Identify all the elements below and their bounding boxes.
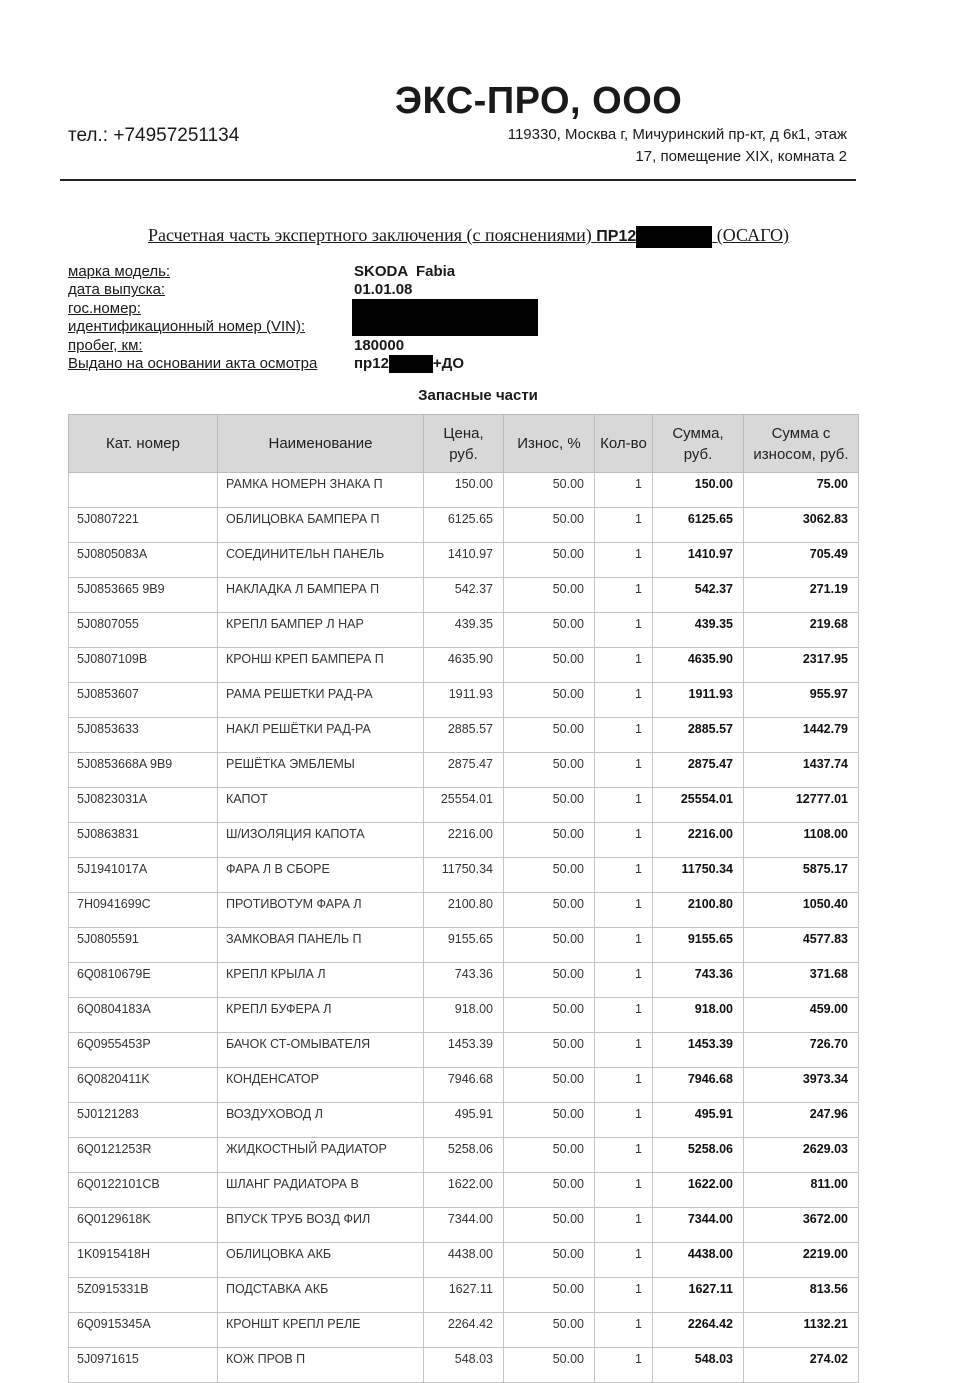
cell-qty: 1 <box>595 928 653 963</box>
cell-sum-wear: 1442.79 <box>744 718 859 753</box>
company-name: ЭКС-ПРО, ООО <box>395 80 683 122</box>
cell-qty: 1 <box>595 1068 653 1103</box>
cell-price: 2216.00 <box>424 823 504 858</box>
cell-name: КОНДЕНСАТОР <box>218 1068 424 1103</box>
table-row <box>69 718 859 753</box>
cell-price: 1453.39 <box>424 1033 504 1068</box>
date-label: дата выпуска: <box>68 281 166 299</box>
cell-name: НАКЛАДКА Л БАМПЕРА П <box>218 578 424 613</box>
cell-sum: 11750.34 <box>653 858 744 893</box>
cell-wear: 50.00 <box>504 1208 595 1243</box>
cell-qty: 1 <box>595 858 653 893</box>
section-title: Запасные части <box>418 387 538 404</box>
info-row-make <box>68 262 464 281</box>
cell-price: 548.03 <box>424 1348 504 1383</box>
table-row <box>69 823 859 858</box>
cell-price: 25554.01 <box>424 788 504 823</box>
cell-qty: 1 <box>595 753 653 788</box>
phone-number: тел.: +74957251134 <box>68 125 240 146</box>
cell-name: КОЖ ПРОВ П <box>218 1348 424 1383</box>
cell-cat-number: 6Q0810679E <box>69 963 218 998</box>
cell-sum-wear: 3062.83 <box>744 508 859 543</box>
cell-wear: 50.00 <box>504 613 595 648</box>
cell-price: 1627.11 <box>424 1278 504 1313</box>
title-text: Расчетная часть экспертного заключения (с пояснениями) <box>148 225 592 245</box>
cell-wear: 50.00 <box>504 998 595 1033</box>
cell-wear: 50.00 <box>504 1348 595 1383</box>
cell-sum: 150.00 <box>653 473 744 508</box>
table-row <box>69 648 859 683</box>
cell-qty: 1 <box>595 963 653 998</box>
table-row <box>69 1278 859 1313</box>
cell-sum-wear: 1108.00 <box>744 823 859 858</box>
cell-qty: 1 <box>595 613 653 648</box>
vin-label: идентификационный номер (VIN): <box>68 318 306 336</box>
cell-cat-number: 5J1941017A <box>69 858 218 893</box>
cell-wear: 50.00 <box>504 1278 595 1313</box>
cell-price: 2264.42 <box>424 1313 504 1348</box>
cell-name: РЕШЁТКА ЭМБЛЕМЫ <box>218 753 424 788</box>
table-row <box>69 753 859 788</box>
cell-name: КРОНШ КРЕП БАМПЕРА П <box>218 648 424 683</box>
cell-sum-wear: 371.68 <box>744 963 859 998</box>
cell-sum: 2100.80 <box>653 893 744 928</box>
cell-sum: 7946.68 <box>653 1068 744 1103</box>
cell-sum-wear: 3973.34 <box>744 1068 859 1103</box>
cell-name: ВОЗДУХОВОД Л <box>218 1103 424 1138</box>
cell-name: НАКЛ РЕШЁТКИ РАД-РА <box>218 718 424 753</box>
cell-sum-wear: 5875.17 <box>744 858 859 893</box>
cell-wear: 50.00 <box>504 1243 595 1278</box>
cell-cat-number: 5Z0915331B <box>69 1278 218 1313</box>
table-row <box>69 683 859 718</box>
cell-sum-wear: 219.68 <box>744 613 859 648</box>
cell-sum-wear: 12777.01 <box>744 788 859 823</box>
cell-name: СОЕДИНИТЕЛЬН ПАНЕЛЬ <box>218 543 424 578</box>
cell-name: ОБЛИЦОВКА АКБ <box>218 1243 424 1278</box>
table-row <box>69 543 859 578</box>
table-row <box>69 858 859 893</box>
cell-sum-wear: 1050.40 <box>744 893 859 928</box>
cell-sum-wear: 271.19 <box>744 578 859 613</box>
cell-cat-number: 6Q0955453P <box>69 1033 218 1068</box>
table-row <box>69 578 859 613</box>
cell-name: ЖИДКОСТНЫЙ РАДИАТОР <box>218 1138 424 1173</box>
cell-qty: 1 <box>595 998 653 1033</box>
cell-sum-wear: 459.00 <box>744 998 859 1033</box>
mileage-value: 180000 <box>354 336 405 354</box>
cell-price: 743.36 <box>424 963 504 998</box>
cell-wear: 50.00 <box>504 578 595 613</box>
cell-sum-wear: 1437.74 <box>744 753 859 788</box>
cell-qty: 1 <box>595 578 653 613</box>
cell-sum: 2885.57 <box>653 718 744 753</box>
cell-wear: 50.00 <box>504 543 595 578</box>
header-name: Наименование <box>218 415 424 473</box>
cell-sum-wear: 274.02 <box>744 1348 859 1383</box>
header-wear: Износ, % <box>504 415 595 473</box>
basis-value-start: пр12 <box>354 354 389 372</box>
title-number: ПР12 <box>596 228 637 245</box>
table-row <box>69 613 859 648</box>
cell-sum: 1410.97 <box>653 543 744 578</box>
cell-price: 4635.90 <box>424 648 504 683</box>
cell-name: ОБЛИЦОВКА БАМПЕРА П <box>218 508 424 543</box>
cell-sum-wear: 247.96 <box>744 1103 859 1138</box>
basis-value-end: +ДО <box>432 354 465 372</box>
plate-label: гос.номер: <box>68 299 141 317</box>
cell-wear: 50.00 <box>504 508 595 543</box>
cell-price: 7344.00 <box>424 1208 504 1243</box>
cell-qty: 1 <box>595 1033 653 1068</box>
cell-wear: 50.00 <box>504 1313 595 1348</box>
cell-price: 9155.65 <box>424 928 504 963</box>
cell-price: 5258.06 <box>424 1138 504 1173</box>
cell-sum: 2216.00 <box>653 823 744 858</box>
cell-name: КРЕПЛ КРЫЛА Л <box>218 963 424 998</box>
cell-price: 2100.80 <box>424 893 504 928</box>
title-redaction <box>636 226 712 248</box>
cell-price: 2875.47 <box>424 753 504 788</box>
cell-name: КРЕПЛ БУФЕРА Л <box>218 998 424 1033</box>
cell-sum: 5258.06 <box>653 1138 744 1173</box>
cell-sum-wear: 955.97 <box>744 683 859 718</box>
table-row <box>69 998 859 1033</box>
cell-qty: 1 <box>595 788 653 823</box>
table-row <box>69 508 859 543</box>
table-row <box>69 1208 859 1243</box>
cell-price: 4438.00 <box>424 1243 504 1278</box>
cell-sum: 1622.00 <box>653 1173 744 1208</box>
header-sum-wear: Сумма с износом, руб. <box>744 415 859 473</box>
table-row <box>69 893 859 928</box>
info-row-date <box>68 281 464 300</box>
document-title <box>148 225 789 248</box>
header-divider <box>60 179 856 181</box>
cell-cat-number: 5J0853607 <box>69 683 218 718</box>
cell-cat-number: 5J0807109B <box>69 648 218 683</box>
make-label: марка модель: <box>68 262 171 280</box>
cell-cat-number: 5J0853633 <box>69 718 218 753</box>
company-address <box>447 124 847 168</box>
cell-sum-wear: 75.00 <box>744 473 859 508</box>
table-row <box>69 1103 859 1138</box>
cell-sum: 2264.42 <box>653 1313 744 1348</box>
cell-cat-number: 5J0971615 <box>69 1348 218 1383</box>
cell-price: 1911.93 <box>424 683 504 718</box>
cell-sum-wear: 2629.03 <box>744 1138 859 1173</box>
cell-qty: 1 <box>595 1278 653 1313</box>
cell-qty: 1 <box>595 473 653 508</box>
cell-name: ПРОТИВОТУМ ФАРА Л <box>218 893 424 928</box>
cell-price: 150.00 <box>424 473 504 508</box>
cell-sum: 2875.47 <box>653 753 744 788</box>
table-row <box>69 1033 859 1068</box>
cell-cat-number: 5J0807221 <box>69 508 218 543</box>
info-row-basis <box>68 355 464 374</box>
cell-qty: 1 <box>595 1348 653 1383</box>
cell-qty: 1 <box>595 1173 653 1208</box>
cell-price: 1410.97 <box>424 543 504 578</box>
cell-wear: 50.00 <box>504 788 595 823</box>
cell-qty: 1 <box>595 1313 653 1348</box>
table-row <box>69 1243 859 1278</box>
cell-sum: 542.37 <box>653 578 744 613</box>
cell-price: 542.37 <box>424 578 504 613</box>
title-suffix: (ОСАГО) <box>716 225 790 245</box>
parts-table-body <box>69 473 859 1383</box>
cell-wear: 50.00 <box>504 718 595 753</box>
cell-sum: 6125.65 <box>653 508 744 543</box>
cell-wear: 50.00 <box>504 1138 595 1173</box>
cell-sum: 9155.65 <box>653 928 744 963</box>
cell-sum: 439.35 <box>653 613 744 648</box>
cell-price: 2885.57 <box>424 718 504 753</box>
cell-cat-number: 5J0853665 9B9 <box>69 578 218 613</box>
cell-price: 439.35 <box>424 613 504 648</box>
cell-wear: 50.00 <box>504 1103 595 1138</box>
cell-qty: 1 <box>595 683 653 718</box>
cell-name: ФАРА Л В СБОРЕ <box>218 858 424 893</box>
cell-cat-number: 5J0807055 <box>69 613 218 648</box>
cell-sum-wear: 4577.83 <box>744 928 859 963</box>
cell-sum: 25554.01 <box>653 788 744 823</box>
table-row <box>69 1173 859 1208</box>
cell-sum: 918.00 <box>653 998 744 1033</box>
cell-price: 495.91 <box>424 1103 504 1138</box>
cell-sum: 743.36 <box>653 963 744 998</box>
cell-wear: 50.00 <box>504 823 595 858</box>
cell-price: 7946.68 <box>424 1068 504 1103</box>
table-row <box>69 1068 859 1103</box>
info-row-mileage <box>68 336 464 355</box>
header-sum: Сумма, руб. <box>653 415 744 473</box>
cell-cat-number: 6Q0820411K <box>69 1068 218 1103</box>
cell-cat-number: 5J0823031A <box>69 788 218 823</box>
cell-qty: 1 <box>595 543 653 578</box>
cell-name: РАМКА НОМЕРН ЗНАКА П <box>218 473 424 508</box>
cell-sum-wear: 811.00 <box>744 1173 859 1208</box>
cell-cat-number: 5J0853668A 9B9 <box>69 753 218 788</box>
cell-wear: 50.00 <box>504 893 595 928</box>
cell-qty: 1 <box>595 508 653 543</box>
cell-wear: 50.00 <box>504 1068 595 1103</box>
cell-sum-wear: 726.70 <box>744 1033 859 1068</box>
cell-cat-number: 5J0805083A <box>69 543 218 578</box>
vin-redaction <box>352 299 538 336</box>
table-row <box>69 1313 859 1348</box>
cell-sum: 495.91 <box>653 1103 744 1138</box>
cell-cat-number: 6Q0804183A <box>69 998 218 1033</box>
cell-cat-number: 7H0941699C <box>69 893 218 928</box>
cell-name: КРЕПЛ БАМПЕР Л НАР <box>218 613 424 648</box>
cell-wear: 50.00 <box>504 473 595 508</box>
cell-cat-number: 6Q0122101CB <box>69 1173 218 1208</box>
cell-wear: 50.00 <box>504 648 595 683</box>
date-value: 01.01.08 <box>354 281 413 299</box>
cell-qty: 1 <box>595 718 653 753</box>
cell-sum: 1627.11 <box>653 1278 744 1313</box>
cell-qty: 1 <box>595 823 653 858</box>
cell-price: 918.00 <box>424 998 504 1033</box>
cell-qty: 1 <box>595 648 653 683</box>
cell-cat-number: 6Q0915345A <box>69 1313 218 1348</box>
cell-sum-wear: 2317.95 <box>744 648 859 683</box>
cell-name: ВПУСК ТРУБ ВОЗД ФИЛ <box>218 1208 424 1243</box>
cell-cat-number: 5J0121283 <box>69 1103 218 1138</box>
table-row <box>69 788 859 823</box>
basis-value <box>354 355 464 373</box>
cell-name: ЗАМКОВАЯ ПАНЕЛЬ П <box>218 928 424 963</box>
table-header-row <box>69 415 859 473</box>
table-row <box>69 1138 859 1173</box>
cell-sum-wear: 1132.21 <box>744 1313 859 1348</box>
cell-qty: 1 <box>595 1208 653 1243</box>
cell-wear: 50.00 <box>504 1033 595 1068</box>
cell-cat-number: 5J0805591 <box>69 928 218 963</box>
cell-cat-number: 6Q0129618K <box>69 1208 218 1243</box>
cell-sum: 7344.00 <box>653 1208 744 1243</box>
cell-wear: 50.00 <box>504 963 595 998</box>
basis-label: Выдано на основании акта осмотра <box>68 355 318 373</box>
header-cat-number: Кат. номер <box>69 415 218 473</box>
cell-qty: 1 <box>595 893 653 928</box>
make-value: SKODA Fabia <box>354 262 456 280</box>
cell-price: 1622.00 <box>424 1173 504 1208</box>
cell-name: КАПОТ <box>218 788 424 823</box>
cell-name: КРОНШТ КРЕПЛ РЕЛЕ <box>218 1313 424 1348</box>
address-line-1: 119330, Москва г, Мичуринский пр-кт, д 6к1, этаж <box>507 126 847 143</box>
cell-name: РАМА РЕШЕТКИ РАД-РА <box>218 683 424 718</box>
parts-table <box>68 414 859 1383</box>
cell-qty: 1 <box>595 1138 653 1173</box>
cell-cat-number: 6Q0121253R <box>69 1138 218 1173</box>
basis-redaction <box>389 355 433 373</box>
cell-name: БАЧОК СТ-ОМЫВАТЕЛЯ <box>218 1033 424 1068</box>
cell-wear: 50.00 <box>504 753 595 788</box>
cell-qty: 1 <box>595 1103 653 1138</box>
cell-wear: 50.00 <box>504 683 595 718</box>
cell-name: ПОДСТАВКА АКБ <box>218 1278 424 1313</box>
cell-price: 6125.65 <box>424 508 504 543</box>
cell-wear: 50.00 <box>504 858 595 893</box>
cell-sum: 4438.00 <box>653 1243 744 1278</box>
mileage-label: пробег, км: <box>68 336 143 354</box>
cell-sum: 1453.39 <box>653 1033 744 1068</box>
cell-wear: 50.00 <box>504 1173 595 1208</box>
cell-sum-wear: 2219.00 <box>744 1243 859 1278</box>
cell-qty: 1 <box>595 1243 653 1278</box>
cell-sum-wear: 705.49 <box>744 543 859 578</box>
cell-wear: 50.00 <box>504 928 595 963</box>
cell-sum: 4635.90 <box>653 648 744 683</box>
cell-name: Ш/ИЗОЛЯЦИЯ КАПОТА <box>218 823 424 858</box>
table-row <box>69 1348 859 1383</box>
cell-sum-wear: 3672.00 <box>744 1208 859 1243</box>
cell-name: ШЛАНГ РАДИАТОРА В <box>218 1173 424 1208</box>
cell-cat-number: 1K0915418H <box>69 1243 218 1278</box>
cell-sum: 548.03 <box>653 1348 744 1383</box>
cell-cat-number: 5J0863831 <box>69 823 218 858</box>
cell-price: 11750.34 <box>424 858 504 893</box>
table-row <box>69 963 859 998</box>
cell-sum-wear: 813.56 <box>744 1278 859 1313</box>
header-price: Цена, руб. <box>424 415 504 473</box>
address-line-2: 17, помещение XIX, комната 2 <box>635 148 847 165</box>
cell-cat-number <box>69 473 218 508</box>
header-qty: Кол-во <box>595 415 653 473</box>
table-row <box>69 928 859 963</box>
table-row <box>69 473 859 508</box>
cell-sum: 1911.93 <box>653 683 744 718</box>
